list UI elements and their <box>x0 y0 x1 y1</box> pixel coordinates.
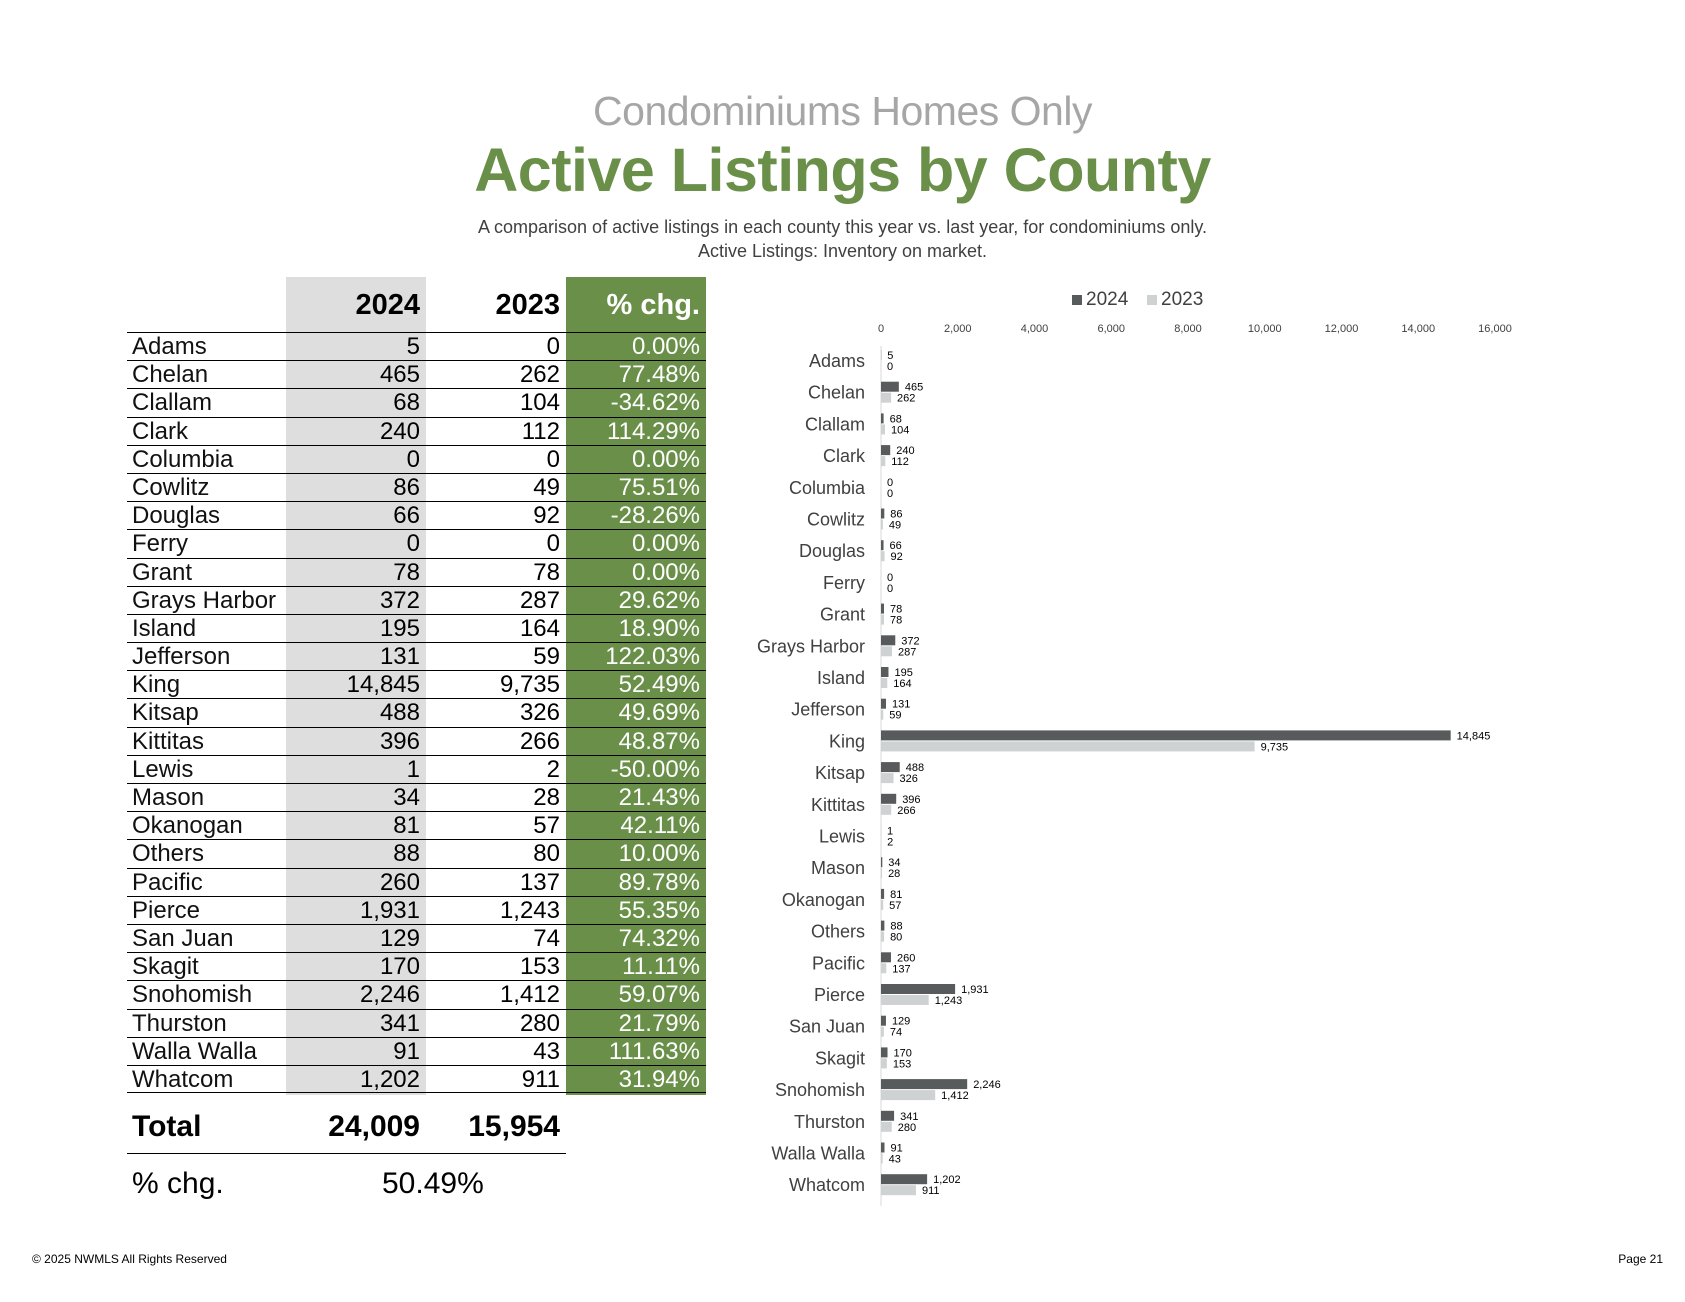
value-2024: 170 <box>379 953 420 981</box>
value-2024: 1,202 <box>359 1065 420 1093</box>
bar-2024 <box>881 921 884 931</box>
bar-2023 <box>881 393 891 403</box>
bar-2024 <box>881 445 890 455</box>
bar-2023 <box>881 551 885 561</box>
category-label: Okanogan <box>781 889 865 910</box>
data-label-2024: 240 <box>896 445 915 458</box>
bar-2024 <box>881 1143 884 1153</box>
description-line-1: A comparison of active listings in each county this year vs. last year, for condominiums only. <box>478 217 1207 237</box>
data-label-2023: 74 <box>889 1026 903 1039</box>
data-label-2024: 1,931 <box>961 984 989 996</box>
category-label: Island <box>816 668 865 688</box>
description-line-2: Active Listings: Inventory on market. <box>697 241 988 261</box>
data-label-2023: 262 <box>897 392 916 405</box>
copyright: © 2025 NWMLS All Rights Reserved <box>32 1252 227 1266</box>
percent-change: 122.03% <box>605 643 700 671</box>
bar-2024 <box>881 1079 967 1089</box>
value-2024: 260 <box>379 868 420 896</box>
value-2023: 78 <box>533 558 560 586</box>
data-label-2023: 57 <box>889 899 902 912</box>
bar-2024 <box>881 382 899 392</box>
percent-change: 21.79% <box>618 1009 700 1037</box>
data-label-2024: 81 <box>890 888 903 901</box>
category-label: Kittitas <box>810 794 865 815</box>
county-name: Chelan <box>132 361 209 389</box>
data-label-2023: 112 <box>891 456 909 469</box>
bar-2023 <box>881 741 1255 751</box>
bar-2024 <box>881 794 896 804</box>
percent-change: -28.26% <box>610 502 700 530</box>
table-row <box>127 360 706 388</box>
county-name: Pacific <box>132 868 203 896</box>
county-name: Douglas <box>132 502 221 530</box>
value-2024: 1 <box>406 755 420 783</box>
value-2023: 43 <box>533 1037 560 1065</box>
value-2023: 0 <box>546 530 560 558</box>
bar-2023 <box>881 805 891 815</box>
table-row <box>127 529 706 557</box>
data-label-2024: 68 <box>889 413 902 426</box>
table-row <box>127 501 706 529</box>
percent-change: -34.62% <box>610 389 700 417</box>
data-label-2024: 5 <box>887 350 894 362</box>
bar-2023 <box>881 1090 935 1100</box>
value-2023: 49 <box>533 473 560 501</box>
value-2023: 57 <box>533 812 560 840</box>
table-row <box>127 839 706 867</box>
percent-change: 89.78% <box>618 868 700 896</box>
legend-label-2024: 2024 <box>1086 289 1129 310</box>
value-2024: 88 <box>393 840 420 868</box>
county-name: San Juan <box>132 924 234 952</box>
data-label-2024: 396 <box>902 793 921 806</box>
value-2024: 5 <box>406 333 420 360</box>
percent-change: 48.87% <box>618 727 700 755</box>
data-label-2024: 488 <box>905 762 925 775</box>
category-label: Snohomish <box>774 1080 865 1101</box>
x-tick-label: 14,000 <box>1401 323 1436 335</box>
table-row <box>127 755 706 783</box>
value-2024: 488 <box>379 699 420 727</box>
bar-2024 <box>881 984 955 994</box>
value-2024: 131 <box>379 643 420 671</box>
data-label-2023: 1,412 <box>941 1090 969 1103</box>
value-2024: 195 <box>379 614 420 642</box>
table-row <box>127 952 706 980</box>
x-tick-label: 12,000 <box>1324 323 1359 335</box>
value-2023: 92 <box>533 502 560 530</box>
value-2024: 66 <box>393 502 420 530</box>
county-table-body <box>127 332 706 1093</box>
category-label: Adams <box>808 351 865 371</box>
table-row <box>127 868 706 896</box>
category-label: Kitsap <box>814 763 865 784</box>
category-label: Columbia <box>788 477 865 498</box>
value-2024: 1,931 <box>359 896 420 924</box>
value-2024: 2,246 <box>359 981 420 1009</box>
bar-2023 <box>881 1027 884 1037</box>
value-2024: 396 <box>379 727 420 755</box>
percent-change: 11.11% <box>622 953 700 981</box>
bar-2023 <box>881 995 929 1005</box>
bar-2024 <box>881 1047 888 1057</box>
percent-change: 74.32% <box>618 924 700 952</box>
percent-change: -50.00% <box>610 755 700 783</box>
category-label: Pierce <box>813 985 865 1005</box>
category-label: Jefferson <box>791 699 865 720</box>
value-2023: 287 <box>519 586 560 614</box>
bar-2024 <box>881 1174 927 1184</box>
percent-change: 18.90% <box>618 614 700 642</box>
table-row <box>127 896 706 924</box>
table-row <box>127 1065 706 1093</box>
value-2024: 34 <box>393 784 420 811</box>
table-row <box>127 558 706 586</box>
data-label-2023: 137 <box>892 963 911 976</box>
bar-2024 <box>881 857 882 867</box>
table-row <box>127 727 706 755</box>
county-name: Ferry <box>132 530 188 558</box>
bar-2024 <box>881 413 884 423</box>
percent-change: 10.00% <box>618 840 700 868</box>
table-row <box>127 614 706 642</box>
data-label-2023: 28 <box>888 868 901 881</box>
percent-change: 111.63% <box>608 1037 700 1065</box>
value-2023: 112 <box>521 417 560 445</box>
bar-2024 <box>881 730 1451 740</box>
percent-change-row <box>127 1162 566 1206</box>
data-label-2024: 1 <box>887 825 894 838</box>
category-label: Whatcom <box>788 1175 865 1196</box>
value-2024: 91 <box>393 1037 420 1065</box>
data-label-2023: 59 <box>889 709 902 722</box>
value-2024: 240 <box>379 417 420 445</box>
bar-2023 <box>881 868 882 878</box>
data-label-2024: 0 <box>887 571 894 584</box>
category-label: Chelan <box>807 382 865 403</box>
table-row <box>127 924 706 952</box>
table-row <box>127 783 706 811</box>
bar-2023 <box>881 963 886 973</box>
data-label-2023: 164 <box>893 678 912 690</box>
table-row <box>127 1009 706 1037</box>
value-2023: 137 <box>519 868 560 896</box>
data-label-2023: 153 <box>892 1058 912 1071</box>
column-header-2023: 2023 <box>495 289 560 321</box>
category-label: San Juan <box>788 1016 865 1037</box>
county-name: Kittitas <box>132 727 205 755</box>
data-label-2024: 78 <box>889 603 903 616</box>
category-label: Others <box>810 921 865 942</box>
bar-2023 <box>881 710 883 720</box>
legend-swatch-2024 <box>1072 295 1082 305</box>
value-2024: 0 <box>406 445 420 473</box>
bar-2023 <box>881 1058 887 1068</box>
category-label: Walla Walla <box>771 1143 865 1164</box>
value-2024: 86 <box>393 473 420 501</box>
x-tick-label: 10,000 <box>1247 323 1282 335</box>
value-2023: 262 <box>519 361 560 389</box>
data-label-2023: 2 <box>887 836 894 849</box>
category-label: Ferry <box>823 572 865 593</box>
value-2023: 0 <box>546 445 560 473</box>
bar-2023 <box>881 1154 883 1164</box>
value-2023: 266 <box>519 727 560 755</box>
bar-2024 <box>881 762 900 772</box>
value-2023: 0 <box>546 333 560 360</box>
category-label: Clark <box>822 446 865 467</box>
county-name: Clark <box>132 417 189 445</box>
table-row <box>127 811 706 839</box>
page-title: Active Listings by County <box>474 136 1211 204</box>
data-label-2023: 911 <box>921 1185 940 1198</box>
value-2023: 2 <box>546 755 560 783</box>
bar-2023 <box>881 646 892 656</box>
table-row <box>127 417 706 445</box>
percent-change: 0.00% <box>631 558 700 586</box>
category-label: Pacific <box>811 953 865 974</box>
data-label-2024: 86 <box>890 508 903 521</box>
category-label: Clallam <box>804 414 865 435</box>
county-name: Grant <box>132 558 193 586</box>
bar-2024 <box>881 952 891 962</box>
value-2023: 153 <box>519 953 560 981</box>
county-name: Lewis <box>132 755 194 783</box>
column-header-change: % chg. <box>606 289 700 321</box>
value-2023: 74 <box>533 924 560 952</box>
value-2023: 1,243 <box>499 896 560 924</box>
county-name: Adams <box>132 333 207 360</box>
percent-change: 42.11% <box>620 812 700 840</box>
data-label-2023: 0 <box>887 487 894 500</box>
bar-2023 <box>881 1122 892 1132</box>
data-label-2024: 131 <box>892 698 911 711</box>
value-2023: 59 <box>533 643 560 671</box>
county-name: Island <box>132 614 197 642</box>
percent-change: 0.00% <box>631 333 700 360</box>
value-2023: 9,735 <box>499 671 560 699</box>
data-label-2023: 266 <box>897 804 916 817</box>
total-row <box>127 1105 566 1154</box>
bar-2023 <box>881 900 883 910</box>
bar-2023 <box>881 456 885 466</box>
value-2024: 0 <box>406 530 420 558</box>
column-header-2024: 2024 <box>355 289 420 321</box>
x-tick-label: 0 <box>877 323 885 335</box>
percent-change: 52.49% <box>618 671 700 699</box>
bar-2023 <box>881 773 894 783</box>
table-row <box>127 698 706 726</box>
data-label-2024: 260 <box>896 952 916 965</box>
value-2023: 104 <box>519 389 560 417</box>
category-label: Mason <box>810 858 865 879</box>
value-2023: 326 <box>519 699 560 727</box>
county-name: Mason <box>132 784 205 811</box>
percent-change: 0.00% <box>631 445 700 473</box>
bar-2024 <box>881 699 886 709</box>
county-name: King <box>132 671 181 699</box>
county-name: Jefferson <box>132 643 231 671</box>
bar-2023 <box>881 678 887 688</box>
county-name: Walla Walla <box>132 1037 257 1065</box>
county-name: Snohomish <box>132 981 253 1009</box>
page-subtitle: Condominiums Homes Only <box>593 88 1092 134</box>
legend-swatch-2023 <box>1147 295 1157 305</box>
county-name: Columbia <box>132 445 234 473</box>
county-name: Others <box>132 840 205 868</box>
bar-2023 <box>881 932 884 942</box>
data-label-2024: 66 <box>889 540 902 553</box>
bar-2024 <box>881 509 884 519</box>
value-2023: 80 <box>533 840 560 868</box>
data-label-2023: 9,735 <box>1260 741 1289 754</box>
table-row <box>127 332 706 360</box>
x-tick-label: 16,000 <box>1478 323 1512 335</box>
county-name: Clallam <box>132 389 213 417</box>
category-label: King <box>828 731 865 752</box>
value-2023: 911 <box>521 1065 560 1093</box>
percent-change: 0.00% <box>631 530 700 558</box>
x-tick-label: 4,000 <box>1020 323 1049 335</box>
value-2024: 81 <box>393 812 420 840</box>
percent-change-value: 50.49% <box>382 1167 484 1200</box>
data-label-2024: 2,246 <box>973 1079 1001 1092</box>
bar-2024 <box>881 604 884 614</box>
county-name: Whatcom <box>132 1065 234 1093</box>
bar-2024 <box>881 635 895 645</box>
percent-change-label: % chg. <box>132 1167 224 1200</box>
data-label-2023: 0 <box>887 361 894 373</box>
category-label: Lewis <box>818 826 865 847</box>
bar-2024 <box>881 889 884 899</box>
county-name: Grays Harbor <box>132 586 277 614</box>
percent-change: 49.69% <box>618 699 700 727</box>
value-2024: 465 <box>379 361 420 389</box>
data-label-2024: 34 <box>888 857 901 870</box>
category-label: Douglas <box>798 541 865 562</box>
data-label-2023: 78 <box>889 614 903 627</box>
data-label-2024: 1,202 <box>933 1174 961 1187</box>
percent-change: 21.43% <box>618 784 700 811</box>
data-label-2024: 129 <box>891 1015 911 1028</box>
table-row <box>127 670 706 698</box>
bar-2023 <box>881 1185 916 1195</box>
data-label-2023: 80 <box>890 931 903 944</box>
county-bar-chart <box>700 280 1580 1210</box>
data-label-2023: 287 <box>898 646 917 659</box>
county-name: Kitsap <box>132 699 199 727</box>
county-name: Skagit <box>132 953 199 981</box>
table-row <box>127 388 706 416</box>
bar-2024 <box>881 540 884 550</box>
data-label-2023: 326 <box>899 773 918 786</box>
total-label: Total <box>132 1110 202 1143</box>
value-2023: 1,412 <box>499 981 560 1009</box>
value-2023: 280 <box>519 1009 560 1037</box>
table-row <box>127 586 706 614</box>
table-row <box>127 1037 706 1065</box>
data-label-2024: 91 <box>890 1142 903 1155</box>
data-label-2024: 14,845 <box>1456 730 1491 743</box>
county-name: Pierce <box>132 896 201 924</box>
table-row <box>127 980 706 1008</box>
percent-change: 55.35% <box>618 896 700 924</box>
bar-2023 <box>881 424 885 434</box>
table-row <box>127 473 706 501</box>
category-label: Cowlitz <box>806 509 865 530</box>
value-2024: 129 <box>379 924 420 952</box>
x-tick-label: 2,000 <box>943 323 972 335</box>
value-2024: 372 <box>379 586 420 614</box>
data-label-2023: 0 <box>887 582 894 595</box>
value-2024: 341 <box>379 1009 420 1037</box>
category-label: Grays Harbor <box>756 636 865 657</box>
x-tick-label: 6,000 <box>1097 323 1126 335</box>
data-label-2024: 195 <box>894 667 913 679</box>
data-label-2023: 280 <box>897 1121 917 1134</box>
data-label-2023: 49 <box>888 519 902 532</box>
category-label: Thurston <box>793 1111 865 1132</box>
percent-change: 114.29% <box>607 417 700 445</box>
value-2023: 28 <box>533 784 560 811</box>
county-name: Thurston <box>132 1009 227 1037</box>
value-2023: 164 <box>519 614 560 642</box>
total-2024: 24,009 <box>328 1110 420 1143</box>
county-name: Cowlitz <box>132 473 210 501</box>
data-label-2023: 1,243 <box>934 995 963 1007</box>
county-name: Okanogan <box>132 812 243 840</box>
data-label-2024: 341 <box>900 1110 919 1123</box>
bar-2024 <box>881 1111 894 1121</box>
percent-change: 31.94% <box>618 1065 700 1093</box>
table-row <box>127 642 706 670</box>
data-label-2023: 92 <box>890 551 903 564</box>
category-label: Grant <box>819 604 865 625</box>
bar-2023 <box>881 615 884 625</box>
data-label-2024: 465 <box>904 381 924 394</box>
category-label: Skagit <box>814 1048 865 1069</box>
x-tick-label: 8,000 <box>1174 323 1202 335</box>
data-label-2023: 43 <box>888 1153 901 1166</box>
page-number: Page 21 <box>1618 1252 1663 1266</box>
percent-change: 75.51% <box>618 473 700 501</box>
value-2024: 68 <box>393 389 420 417</box>
percent-change: 59.07% <box>618 981 700 1009</box>
legend-label-2023: 2023 <box>1161 289 1204 310</box>
data-label-2024: 372 <box>901 635 920 648</box>
total-2023: 15,954 <box>468 1110 560 1143</box>
value-2024: 78 <box>393 558 420 586</box>
data-label-2024: 0 <box>887 476 894 489</box>
bar-2024 <box>881 1016 886 1026</box>
bar-2024 <box>881 667 888 677</box>
bar-2023 <box>881 520 883 530</box>
table-row <box>127 445 706 473</box>
percent-change: 29.62% <box>618 586 700 614</box>
data-label-2024: 170 <box>893 1047 912 1060</box>
percent-change: 77.48% <box>618 361 700 389</box>
data-label-2024: 88 <box>890 920 903 933</box>
value-2024: 14,845 <box>346 671 420 699</box>
data-label-2023: 104 <box>890 424 910 437</box>
